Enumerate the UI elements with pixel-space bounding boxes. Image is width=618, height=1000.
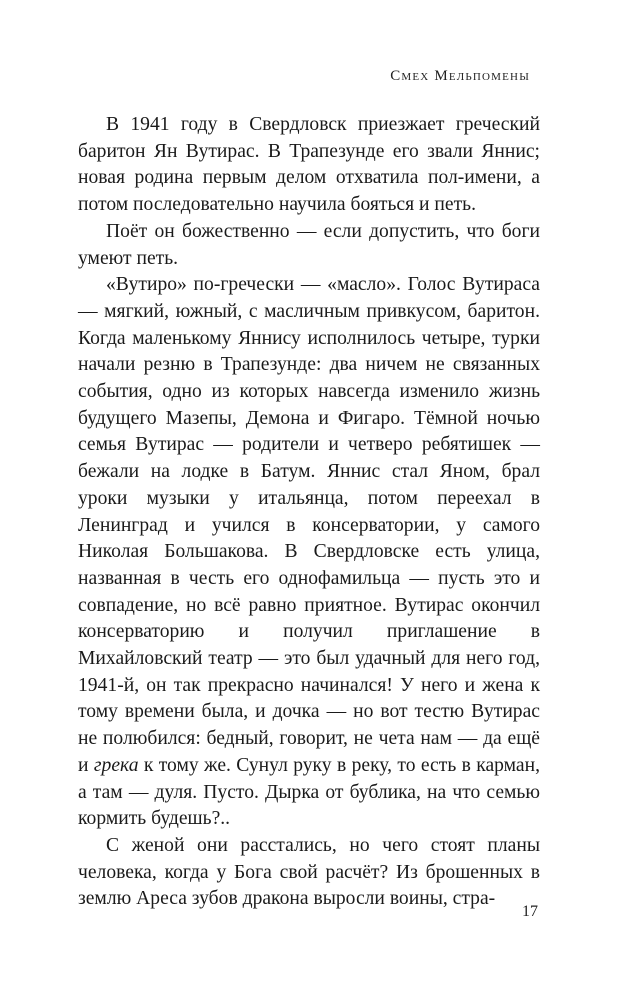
paragraph-3-after: к тому же. Сунул руку в реку, то есть в карман, а там — дуля. Пусто. Дырка от бублика, на что семью кормить будешь?..: [78, 754, 540, 830]
paragraph-3-italic: грека: [93, 754, 139, 776]
paragraph-1: В 1941 году в Свердловск приезжает греческий баритон Ян Вутирас. В Трапезунде его звали Яннис; новая родина первым делом отхватила пол-имени, а потом последовательно научила бояться и петь.: [78, 114, 540, 216]
running-title: Смех Мельпомены: [390, 68, 530, 84]
paragraph-4: С женой они расстались, но чего стоят планы человека, когда у Бога свой расчёт? Из брошенных в землю Ареса зубов дракона выросли воины, стра-: [78, 834, 540, 910]
body-text: [78, 112, 540, 913]
paragraph-3: [78, 272, 540, 833]
paragraph-2: Поёт он божественно — если допустить, что боги умеют петь.: [78, 220, 540, 269]
page-number: 17: [522, 903, 538, 920]
paragraph-3-text: «Вутиро» по-гречески — «масло». Голос Вутираса — мягкий, южный, с масличным привкусом, баритон. Когда маленькому Яннису исполнилось четыре, турки начали резню в Трапезунде: два ничем не связанных события, одно из которых навсегда изменило жизнь будущего Мазепы, Демона и Фигаро. Тёмной ночью семья Вутирас — родители и четверо ребятишек — бежали на лодке в Батум. Яннис стал Яном, брал уроки музыки у итальянца, потом переехал в Ленинград и учился в консерватории, у самого Николая Большакова. В Свердловске есть улица, названная в честь его однофамильца — пусть это и совпадение, но всё равно приятное. Вутирас окончил консерваторию и получил приглашение в Михайловский театр — это был удачный для него год, 1941-й, он так прекрасно начинался! У него и жена к тому времени была, и дочка — но вот тестю Вутирас не полюбился: бедный, говорит, не чета нам — да ещё и: [78, 274, 540, 776]
